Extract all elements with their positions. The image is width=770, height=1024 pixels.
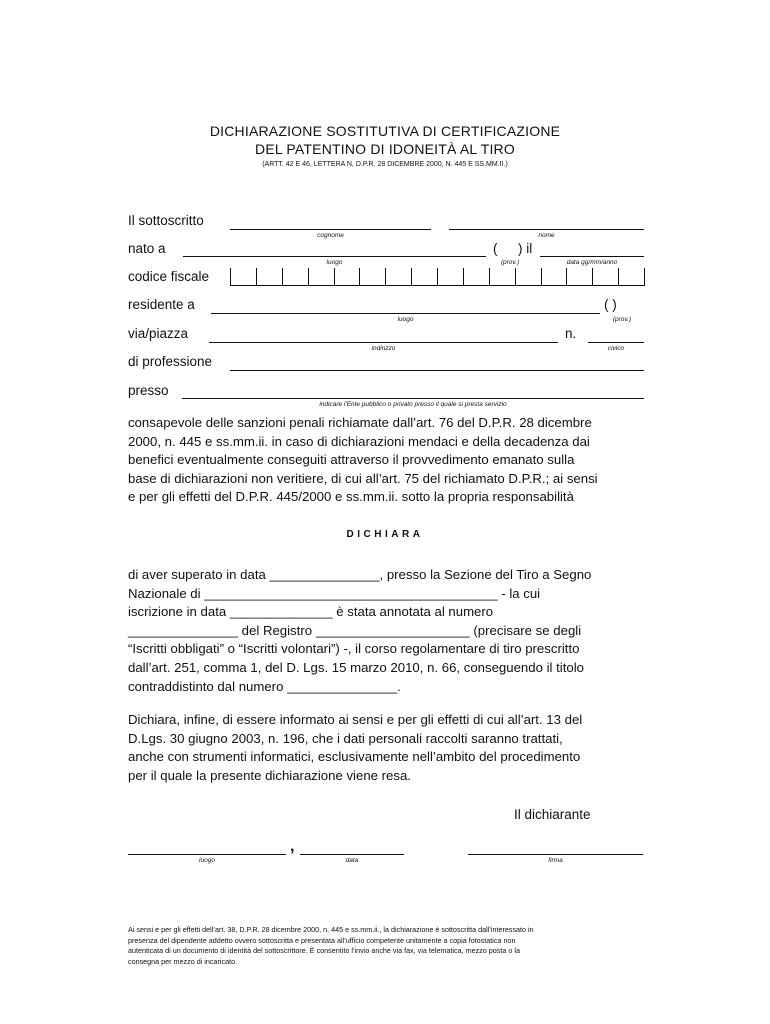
sottoscritto-label: Il sottoscritto — [128, 213, 204, 228]
document-title-line1: DICHIARAZIONE SOSTITUTIVA DI CERTIFICAZIONE — [209, 123, 561, 139]
signature-comma: , — [290, 838, 295, 855]
codice-fiscale-cell-divider — [618, 268, 619, 286]
presso-label: presso — [128, 383, 169, 398]
codice-fiscale-cell-divider — [592, 268, 593, 286]
firma-caption: firma — [548, 857, 563, 864]
residente-luogo-caption: luogo — [397, 316, 414, 323]
paragraph-line: e per gli effetti del D.P.R. 445/2000 e ss.mm.ii. sotto la propria responsabilità — [128, 489, 574, 505]
nome-caption: nome — [538, 232, 555, 239]
residente-prov-caption: (prov.) — [612, 316, 632, 323]
prov-open: ( — [493, 241, 498, 256]
codice-fiscale-cell-divider — [411, 268, 412, 286]
firma-data-field[interactable] — [300, 854, 404, 855]
privacy-paragraph — [128, 711, 643, 785]
data-nascita-field[interactable] — [540, 256, 644, 257]
paragraph-line: _______________ del Registro _____________________ (precisare se degli — [128, 622, 582, 638]
paragraph-line: Dichiara, infine, di essere informato ai sensi e per gli effetti di cui all’art. 13 del — [128, 712, 583, 727]
footer-note — [128, 925, 643, 967]
residente-prov: ( ) — [604, 297, 617, 312]
paragraph-line: consapevole delle sanzioni penali richiamate dall’art. 76 del D.P.R. 28 dicembre — [128, 415, 592, 430]
luogo-caption: luogo — [326, 259, 343, 266]
prov-caption: (prov.) — [500, 259, 520, 266]
prov-close: ) il — [518, 241, 533, 256]
paragraph-line: iscrizione in data ______________ è stata annotata al numero — [128, 604, 494, 620]
codice-fiscale-cell-divider — [385, 268, 386, 286]
codice-fiscale-label: codice fiscale — [128, 269, 210, 284]
codice-fiscale-cell-divider — [437, 268, 438, 286]
paragraph-line: dall’art. 251, comma 1, del D. Lgs. 15 marzo 2010, n. 66, conseguendo il titolo — [128, 659, 584, 675]
footer-line: Ai sensi e per gli effetti dell’art. 38, D.P.R. 28 dicembre 2000, n. 445 e ss.mm.ii., la dichiarazione è sottoscritta dall’interessato in — [128, 925, 534, 934]
civico-caption: civico — [607, 345, 625, 352]
footer-line: autenticata di un documento di identità del sottoscrittore. È consentito l’invio anche via fax, via telematica, mezzo posta o la — [128, 946, 520, 955]
paragraph-line: per il quale la presente dichiarazione viene resa. — [128, 767, 411, 783]
numero-label: n. — [565, 326, 577, 341]
residente-label: residente a — [128, 297, 195, 312]
consapevole-paragraph — [128, 414, 643, 507]
paragraph-line: Nazionale di ________________________________________ - la cui — [128, 585, 541, 601]
codice-fiscale-cell-divider — [644, 268, 645, 286]
paragraph-line: anche con strumenti informatici, esclusivamente nell’ambito del procedimento — [128, 749, 581, 765]
codice-fiscale-cell-divider — [334, 268, 335, 286]
civico-field[interactable] — [588, 342, 644, 343]
professione-field[interactable] — [230, 370, 644, 371]
paragraph-line: benefici eventualmente conseguiti attraverso il provvedimento emanato sulla — [128, 452, 575, 468]
paragraph-line: 2000, n. 445 e ss.mm.ii. in caso di dichiarazioni mendaci e della decadenza dai — [128, 433, 590, 449]
codice-fiscale-cell-divider — [282, 268, 283, 286]
presso-field[interactable] — [182, 398, 644, 399]
indirizzo-caption: indirizzo — [371, 345, 396, 352]
nato-label: nato a — [128, 241, 166, 256]
codice-fiscale-cell-divider — [256, 268, 257, 286]
firma-data-caption: data — [345, 857, 359, 864]
data-caption: data gg/mm/anno — [566, 259, 618, 266]
document-subtitle: (ARTT. 42 E 46, LETTERA N, D.P.R. 28 DICEMBRE 2000, N. 445 E SS.MM.II.) — [262, 161, 508, 168]
via-label: via/piazza — [128, 326, 189, 341]
codice-fiscale-cell-divider — [566, 268, 567, 286]
footer-line: consegna per mezzo di incaricato. — [128, 956, 238, 966]
codice-fiscale-cell-divider — [541, 268, 542, 286]
codice-fiscale-cell-divider — [515, 268, 516, 286]
professione-label: di professione — [128, 354, 213, 369]
cognome-field[interactable] — [230, 229, 431, 230]
paragraph-line: contraddistinto dal numero _______________. — [128, 678, 401, 694]
firma-luogo-field[interactable] — [128, 854, 286, 855]
codice-fiscale-cell-divider — [308, 268, 309, 286]
firma-luogo-caption: luogo — [199, 857, 215, 864]
paragraph-line: di aver superato in data _______________, presso la Sezione del Tiro a Segno — [128, 567, 592, 582]
dichiara-paragraph — [128, 566, 643, 696]
document-title-line2: DEL PATENTINO DI IDONEITÀ AL TIRO — [255, 141, 515, 157]
codice-fiscale-cell-divider — [463, 268, 464, 286]
paragraph-line: “Iscritti obbligati” o “Iscritti volontari”) -, il corso regolamentare di tiro prescritto — [128, 641, 580, 657]
codice-fiscale-baseline — [230, 285, 644, 286]
dichiarante-label: Il dichiarante — [514, 807, 591, 822]
luogo-nascita-field[interactable] — [183, 256, 486, 257]
footer-line: presenza del dipendente addetto ovvero sottoscritta e presentata all’ufficio competente unitamente a copia fotostatica non — [128, 935, 516, 945]
firma-field[interactable] — [468, 854, 643, 855]
paragraph-line: D.Lgs. 30 giugno 2003, n. 196, che i dati personali raccolti saranno trattati, — [128, 730, 563, 746]
residente-field[interactable] — [211, 313, 600, 314]
dichiara-heading: DICHIARA — [346, 529, 424, 540]
codice-fiscale-cell-divider — [359, 268, 360, 286]
indirizzo-field[interactable] — [209, 342, 558, 343]
presso-caption: indicare l'Ente pubblico o privato presso il quale si presta servizio — [319, 401, 507, 408]
nome-field[interactable] — [449, 229, 644, 230]
cognome-caption: cognome — [317, 232, 344, 239]
codice-fiscale-cell-divider — [489, 268, 490, 286]
paragraph-line: base di dichiarazioni non veritiere, di cui all’art. 75 del richiamato D.P.R.; ai sensi — [128, 470, 598, 486]
codice-fiscale-cell-divider — [230, 268, 231, 286]
